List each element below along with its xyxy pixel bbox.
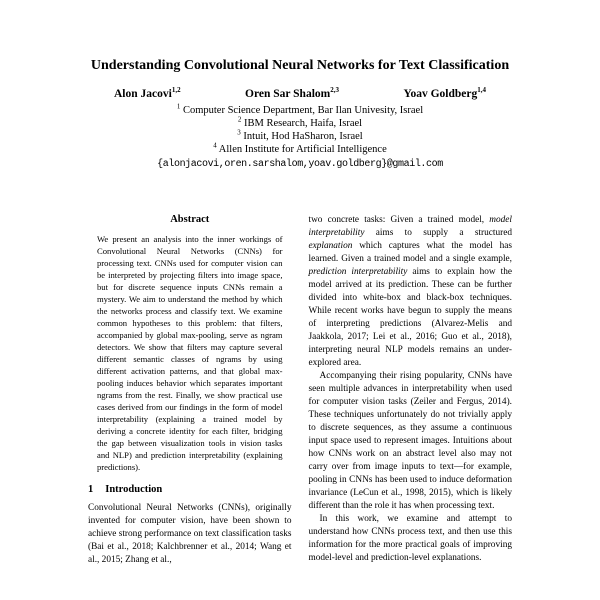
right-column-paragraph-1: two concrete tasks: Given a trained model, model interpretability aims to supply a structured explanation which captures what the model has learned. Given a trained model and a single example, prediction interpretability aims to explain how the model arrived at its prediction. These can be further divided into white-box and black-box techniques. While recent works have begun to supply the means of interpreting predictions (Alvarez-Melis and Jaakkola, 2017; Lei et al., 2016; Guo et al., 2018), interpreting neural NLP models remains an under-explored area. bbox=[308, 215, 512, 369]
author-2-name: Oren Sar Shalom bbox=[245, 87, 331, 100]
affiliation-3-mark: 3 bbox=[237, 128, 241, 137]
email-line: {alonjacovi,oren.sarshalom,yoav.goldberg}@gmail.com bbox=[157, 159, 443, 171]
affiliation-2-mark: 2 bbox=[237, 115, 242, 124]
affiliation-line-3 bbox=[88, 130, 512, 143]
author-3-affil-marks: 1,4 bbox=[477, 85, 486, 94]
abstract-heading: Abstract bbox=[170, 214, 210, 226]
left-column bbox=[88, 214, 292, 567]
affiliation-line-2 bbox=[88, 117, 512, 130]
affiliations-block bbox=[88, 104, 512, 157]
author-1 bbox=[114, 85, 181, 100]
affiliation-1-mark: 1 bbox=[176, 102, 181, 110]
right-column bbox=[309, 214, 513, 567]
affiliation-3-text: Intuit, Hod HaSharon, Israel bbox=[240, 130, 363, 142]
affiliation-line-4 bbox=[88, 143, 512, 156]
author-1-affil-marks: 1,2 bbox=[171, 85, 181, 94]
section-title: Introduction bbox=[105, 484, 163, 496]
affiliation-4-text: Allen Institute for Artificial Intelligence bbox=[216, 144, 387, 156]
author-row bbox=[88, 85, 512, 100]
section-heading-introduction bbox=[88, 484, 292, 495]
right-column-paragraph-2: Accompanying their rising popularity, CNNs have seen multiple advances in interpretability when used for computer vision tasks (Zeiler and Fergus, 2014). These techniques unfortunately do not trivially apply to discrete sequences, as they assume a continuous input space used to represent images. Intuitions about how CNNs work on an abstract level also may not carry over from image inputs to text—for example, pooling in CNNs has been used to induce deformation invariance (LeCun et al., 1998, 2015), which is likely different than the role it has when processing text. bbox=[308, 371, 512, 512]
author-1-name: Alon Jacovi bbox=[114, 87, 172, 100]
affiliation-1-text: Computer Science Department, Bar Ilan Univesity, Israel bbox=[180, 104, 424, 116]
affiliation-line-1 bbox=[88, 104, 512, 117]
section-number: 1 bbox=[88, 484, 94, 496]
author-3 bbox=[403, 85, 486, 100]
affiliation-2-text: IBM Research, Haifa, Israel bbox=[241, 117, 363, 129]
introduction-paragraph-1: Convolutional Neural Networks (CNNs), originally invented for computer vision, have been shown to achieve strong performance on text classification tasks (Bai et al., 2018; Kalchbrenner et al., 2014; Wang et al., 2015; Zhang et al., bbox=[88, 503, 292, 566]
affiliation-4-mark: 4 bbox=[213, 141, 217, 150]
author-2-affil-marks: 2,3 bbox=[330, 85, 339, 94]
right-column-paragraph-3: In this work, we examine and attempt to understand how CNNs process text, and then use this information for the more practical goals of improving model-level and prediction-level explanations. bbox=[308, 514, 512, 564]
author-2 bbox=[245, 85, 339, 100]
paper-page bbox=[88, 0, 512, 567]
author-3-name: Yoav Goldberg bbox=[403, 87, 478, 100]
two-column-body bbox=[88, 214, 512, 567]
paper-title: Understanding Convolutional Neural Networks for Text Classification bbox=[90, 58, 510, 73]
abstract-text: We present an analysis into the inner workings of Convolutional Neural Networks (CNNs) for processing text. CNNs used for computer vision can be interpreted by projecting filters into image space, but for discrete sequence inputs CNNs remain a mystery. We aim to understand the method by which the networks process and classify text. We examine common hypotheses to this problem: that filters, accompanied by global max-pooling, serve as ngram detectors. We show that filters may capture several different semantic classes of ngrams by using different activation patterns, and that global max-pooling induces behavior which separates important ngrams from the rest. Finally, we show practical use cases derived from our findings in the form of model interpretability (explaining a trained model by deriving a concrete identity for each filter, bridging the gap between visualization tools in vision tasks and NLP) and prediction interpretability (explaining predictions). bbox=[97, 234, 283, 473]
